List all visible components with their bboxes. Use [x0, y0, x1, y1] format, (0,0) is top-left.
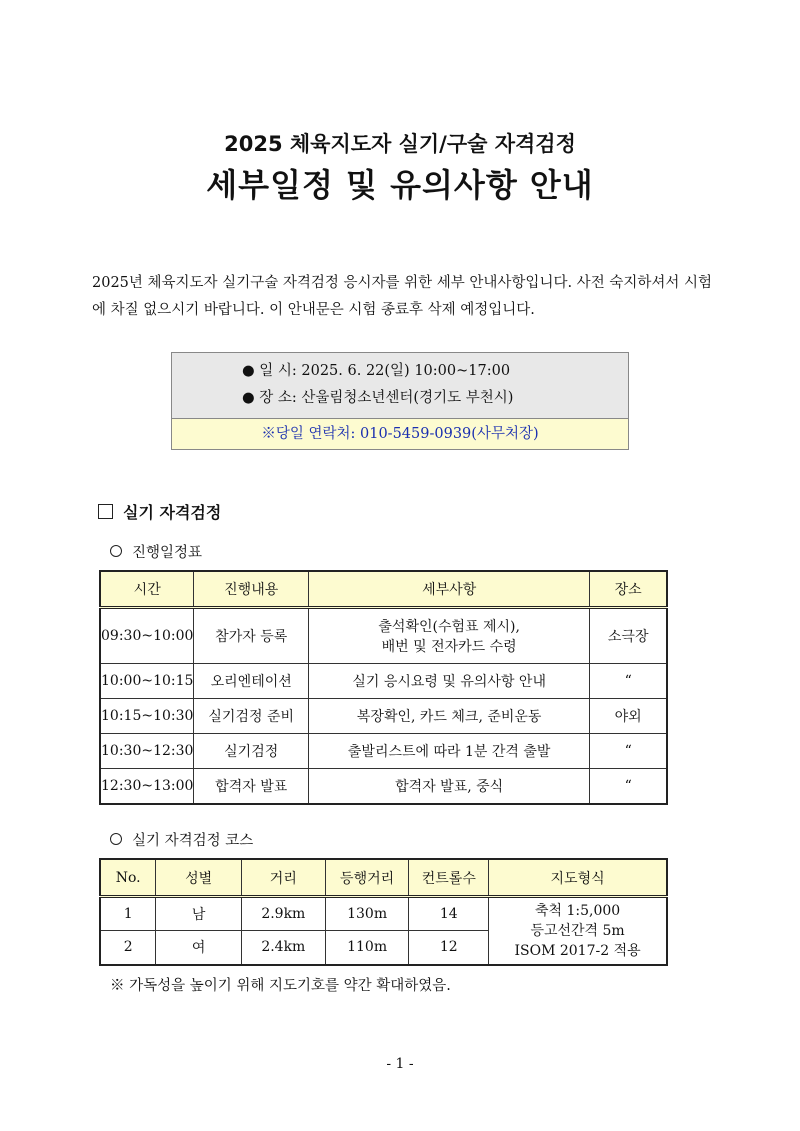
- course-header-cell: 거리: [241, 859, 325, 897]
- map-format-line: 등고선간격 5m: [530, 922, 625, 939]
- course-controls: 12: [409, 931, 489, 965]
- schedule-header-cell: 세부사항: [309, 571, 590, 608]
- document-subtitle: 2025 체육지도자 실기/구술 자격검정: [224, 132, 576, 156]
- course-no: 1: [100, 897, 156, 931]
- course-header-cell: 지도형식: [489, 859, 667, 897]
- course-header-row: [100, 859, 667, 897]
- schedule-detail: 실기 응시요령 및 유의사항 안내: [309, 664, 590, 699]
- schedule-header-cell: 장소: [590, 571, 667, 608]
- course-map-format: [489, 897, 667, 965]
- schedule-time: 09:30~10:00: [100, 608, 194, 664]
- course-header-cell: 컨트롤수: [409, 859, 489, 897]
- schedule-header-row: [100, 571, 667, 608]
- info-contact: ※당일 연락처: 010-5459-0939(사무처장): [172, 419, 628, 449]
- schedule-detail: [309, 608, 590, 664]
- schedule-content: 오리엔테이션: [194, 664, 309, 699]
- map-format-line: 축척 1:5,000: [534, 902, 621, 919]
- course-gender: 남: [156, 897, 242, 931]
- subsection-schedule-title: 진행일정표: [132, 545, 203, 561]
- schedule-place: 소극장: [590, 608, 667, 664]
- document-title: 세부일정 및 유의사항 안내: [206, 166, 594, 204]
- schedule-place: 야외: [590, 699, 667, 734]
- course-header-cell: 성별: [156, 859, 242, 897]
- schedule-place: “: [590, 664, 667, 699]
- info-box: [171, 352, 629, 450]
- page-number: - 1 -: [386, 1056, 414, 1072]
- section-title: 실기 자격검정: [123, 503, 222, 522]
- schedule-place: “: [590, 769, 667, 804]
- table-row: [100, 608, 667, 664]
- schedule-content: 실기검정: [194, 734, 309, 769]
- schedule-detail-line: 출석확인(수험표 제시),: [378, 619, 520, 635]
- schedule-content: 참가자 등록: [194, 608, 309, 664]
- schedule-place: “: [590, 734, 667, 769]
- intro-paragraph: 2025년 체육지도자 실기구술 자격검정 응시자를 위한 세부 안내사항입니다. 사전 숙지하셔서 시험에 차질 없으시기 바랍니다. 이 안내문은 시험 종료후 삭제 예정입니다.: [92, 275, 712, 318]
- schedule-time: 12:30~13:00: [100, 769, 194, 804]
- schedule-header-cell: 진행내용: [194, 571, 309, 608]
- course-header-cell: 등행거리: [325, 859, 409, 897]
- schedule-content: 합격자 발표: [194, 769, 309, 804]
- course-climb: 110m: [325, 931, 409, 965]
- course-distance: 2.9km: [241, 897, 325, 931]
- map-format-line: ISOM 2017-2 적용: [514, 942, 641, 959]
- table-row: [100, 734, 667, 769]
- table-row: [100, 897, 667, 931]
- checkbox-square-icon: [98, 504, 113, 519]
- course-climb: 130m: [325, 897, 409, 931]
- schedule-time: 10:00~10:15: [100, 664, 194, 699]
- info-place: ● 장 소: 산울림청소년센터(경기도 부천시): [242, 390, 514, 406]
- schedule-time: 10:15~10:30: [100, 699, 194, 734]
- footnote: ※ 가독성을 높이기 위해 지도기호를 약간 확대하였음.: [110, 978, 451, 994]
- subsection-course: [110, 829, 253, 850]
- subsection-schedule: [110, 541, 202, 562]
- schedule-detail: 출발리스트에 따라 1분 간격 출발: [309, 734, 590, 769]
- table-row: [100, 699, 667, 734]
- circle-bullet-icon: [110, 545, 122, 557]
- schedule-table: [99, 570, 668, 805]
- course-header-cell: No.: [100, 859, 156, 897]
- course-distance: 2.4km: [241, 931, 325, 965]
- schedule-detail: 합격자 발표, 중식: [309, 769, 590, 804]
- schedule-detail: 복장확인, 카드 체크, 준비운동: [309, 699, 590, 734]
- schedule-time: 10:30~12:30: [100, 734, 194, 769]
- course-controls: 14: [409, 897, 489, 931]
- circle-bullet-icon: [110, 833, 122, 845]
- table-row: [100, 769, 667, 804]
- section-heading: [98, 500, 221, 523]
- schedule-header-cell: 시간: [100, 571, 194, 608]
- table-row: [100, 664, 667, 699]
- course-gender: 여: [156, 931, 242, 965]
- schedule-content: 실기검정 준비: [194, 699, 309, 734]
- subsection-course-title: 실기 자격검정 코스: [132, 833, 254, 849]
- info-date: ● 일 시: 2025. 6. 22(일) 10:00~17:00: [242, 363, 511, 379]
- course-no: 2: [100, 931, 156, 965]
- schedule-detail-line: 배번 및 전자카드 수령: [381, 639, 517, 655]
- course-table: [99, 858, 668, 966]
